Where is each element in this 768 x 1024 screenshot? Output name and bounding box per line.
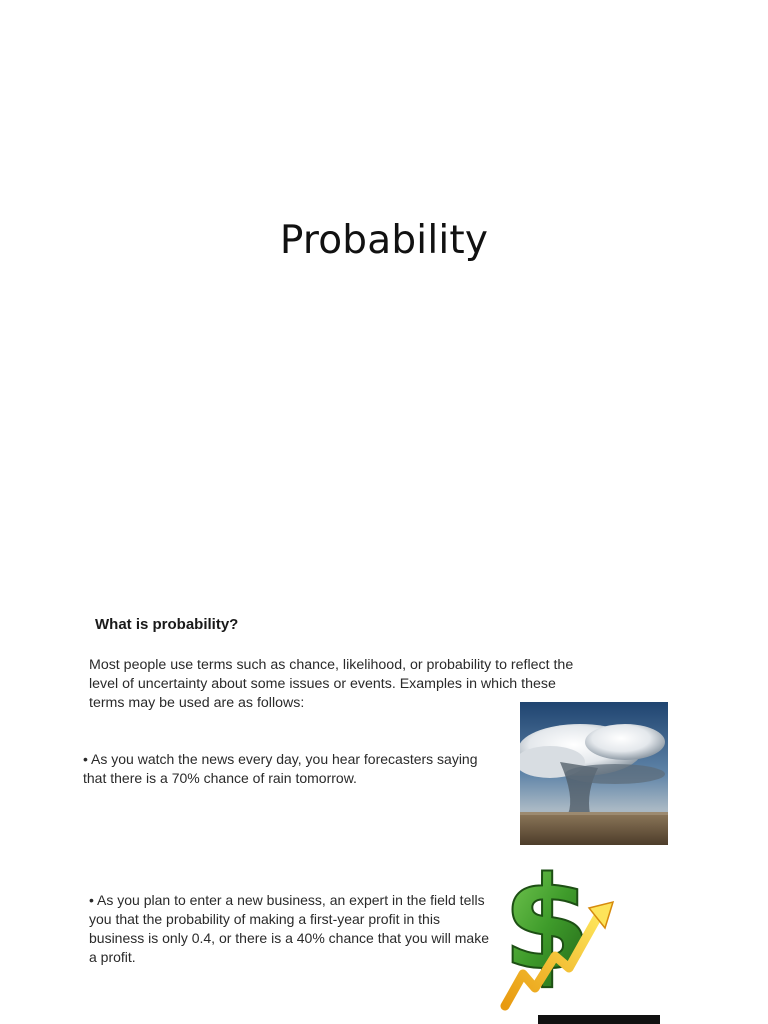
- storm-cloud-image: [520, 702, 668, 845]
- bottom-edge-bar: [538, 1015, 660, 1024]
- section-heading: What is probability?: [95, 616, 239, 633]
- bullet-business: • As you plan to enter a new business, an expert in the field tells you that the probability of making a first-year profit in this business is only 0.4, or there is a 40% chance that you will make a profit.: [89, 892, 489, 965]
- dollar-growth-image: [497, 856, 617, 1012]
- svg-text:$: $: [502, 856, 592, 999]
- bullet-weather: • As you watch the news every day, you hear forecasters saying that there is a 70% chance of rain tomorrow.: [83, 751, 478, 786]
- page-title: Probability: [279, 218, 489, 263]
- intro-paragraph: Most people use terms such as chance, likelihood, or probability to reflect the level of uncertainty about some issues or events. Examples in which these terms may be used are as follows:: [89, 657, 574, 711]
